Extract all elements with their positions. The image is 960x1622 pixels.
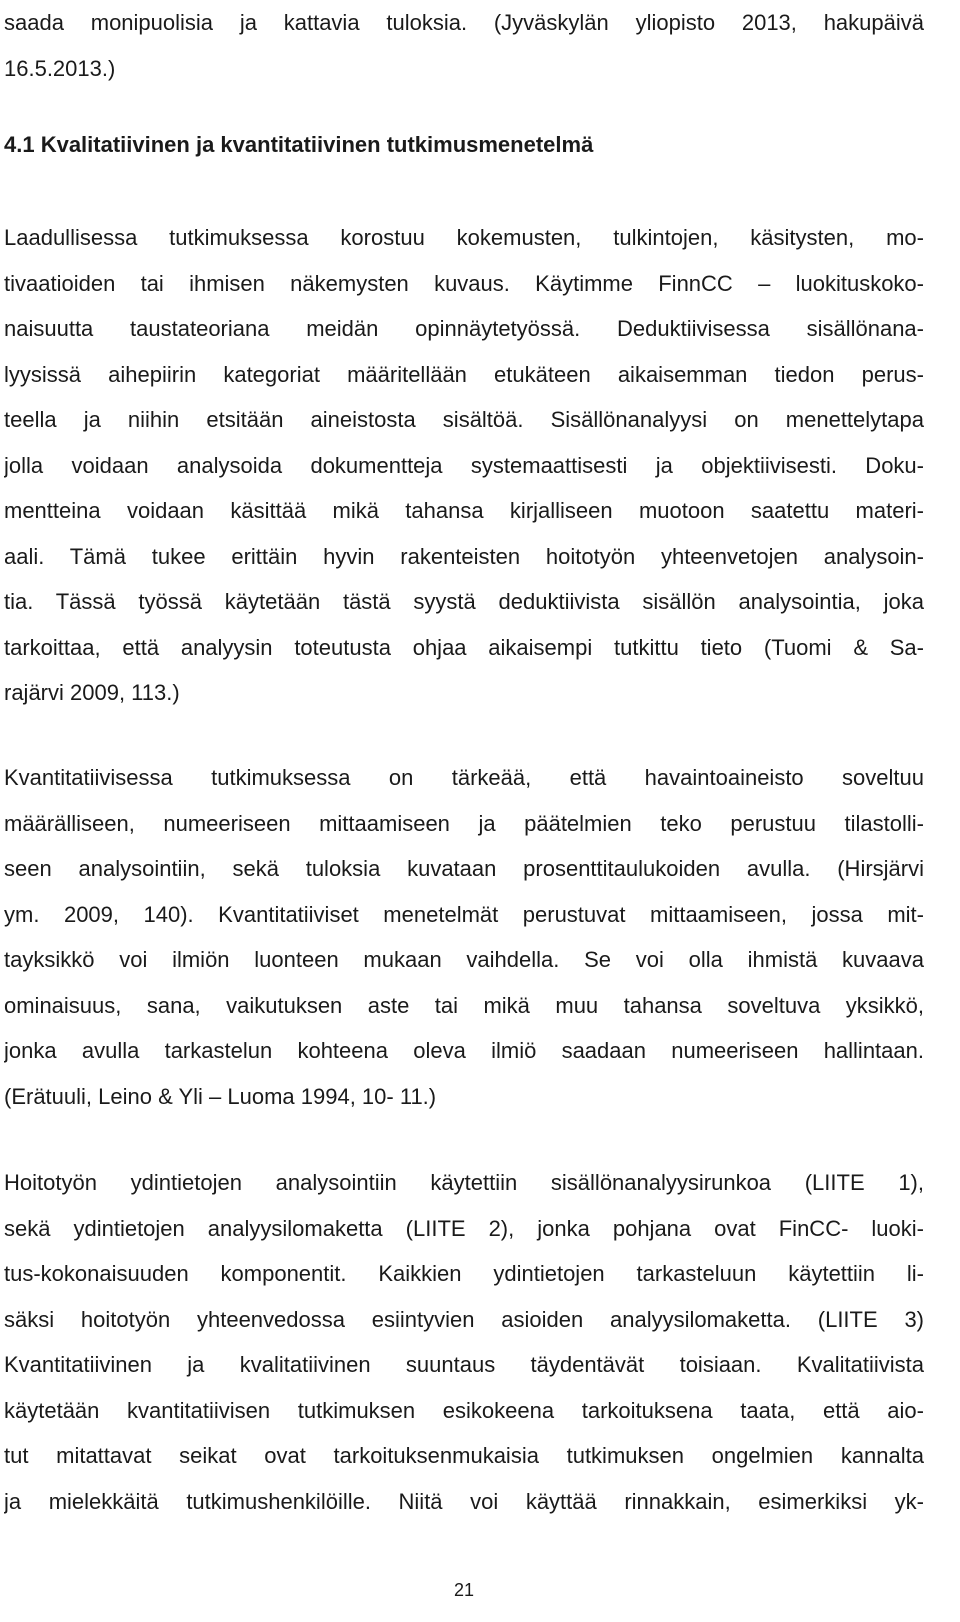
text-line: jolla voidaan analysoida dokumentteja systemaattisesti ja objektiivisesti. Doku- (4, 452, 924, 478)
paragraph-quantitative (4, 755, 924, 1119)
text-line: Laadullisessa tutkimuksessa korostuu kokemusten, tulkintojen, käsitysten, mo- (4, 225, 924, 250)
text-line: tayksikkö voi ilmiön luonteen mukaan vaihdella. Se voi olla ihmistä kuvaava (4, 947, 924, 972)
section-heading: 4.1 Kvalitatiivinen ja kvantitatiivinen tutkimusmenetelmä (4, 132, 594, 157)
text-line: käytetään kvantitatiivisen tutkimuksen esikokeena tarkoituksena taata, että aio- (4, 1397, 924, 1423)
text-line: Kvantitatiivisessa tutkimuksessa on tärkeää, että havaintoaineisto soveltuu (4, 765, 924, 790)
text-line: seen analysointiin, sekä tuloksia kuvataan prosenttitaulukoiden avulla. (Hirsjärvi (4, 856, 924, 881)
text-line: teella ja niihin etsitään aineistosta sisältöä. Sisällönanalyysi on menettelytapa (4, 407, 924, 432)
text-line: tus-kokonaisuuden komponentit. Kaikkien ydintietojen tarkasteluun käytettiin li- (4, 1261, 924, 1286)
text-line: 16.5.2013.) (4, 55, 116, 81)
page-number: 21 (453, 1580, 475, 1600)
text-line: tia. Tässä työssä käytetään tästä syystä deduktiivista sisällön analysointia, joka (4, 589, 924, 614)
text-line: säksi hoitotyön yhteenvedossa esiintyvien asioiden analyysilomaketta. (LIITE 3) (4, 1306, 924, 1332)
text-line: naisuutta taustateoriana meidän opinnäytetyössä. Deduktiivisessa sisällönana- (4, 316, 924, 341)
text-line: sekä ydintietojen analyysilomaketta (LIITE 2), jonka pohjana ovat FinCC- luoki- (4, 1215, 924, 1241)
text-line: ym. 2009, 140). Kvantitatiiviset menetelmät perustuvat mittaamiseen, jossa mit- (4, 901, 924, 927)
text-line: Kvantitatiivinen ja kvalitatiivinen suuntaus täydentävät toisiaan. Kvalitatiivista (4, 1352, 924, 1377)
text-line: tut mitattavat seikat ovat tarkoituksenmukaisia tutkimuksen ongelmien kannalta (4, 1443, 924, 1468)
text-line: (Erätuuli, Leino & Yli – Luoma 1994, 10- 11.) (4, 1083, 437, 1109)
text-line: tarkoittaa, että analyysin toteutusta ohjaa aikaisempi tutkittu tieto (Tuomi & Sa- (4, 634, 924, 660)
text-line: määrälliseen, numeeriseen mittaamiseen ja päätelmien teko perustuu tilastolli- (4, 810, 924, 836)
text-line: lyysissä aihepiirin kategoriat määritellään etukäteen aikaisemman tiedon perus- (4, 361, 924, 387)
text-line: mentteina voidaan käsittää mikä tahansa kirjalliseen muotoon saatettu materi- (4, 498, 924, 523)
text-line: ominaisuus, sana, vaikutuksen aste tai mikä muu tahansa soveltuva yksikkö, (4, 992, 924, 1018)
text-line: jonka avulla tarkastelun kohteena oleva ilmiö saadaan numeeriseen hallintaan. (4, 1038, 924, 1063)
text-line: rajärvi 2009, 113.) (4, 680, 180, 705)
text-line: tivaatioiden tai ihmisen näkemysten kuvaus. Käytimme FinnCC – luokituskoko- (4, 270, 924, 296)
text-line: saada monipuolisia ja kattavia tuloksia. (Jyväskylän yliopisto 2013, hakupäivä (4, 10, 924, 35)
paragraph-qualitative (4, 215, 924, 716)
intro-paragraph (4, 0, 924, 91)
text-line: ja mielekkäitä tutkimushenkilöille. Niitä voi käyttää rinnakkain, esimerkiksi yk- (4, 1488, 924, 1514)
text-line: aali. Tämä tukee erittäin hyvin rakenteisten hoitotyön yhteenvetojen analysoin- (4, 543, 924, 569)
text-line: Hoitotyön ydintietojen analysointiin käytettiin sisällönanalyysirunkoa (LIITE 1), (4, 1170, 924, 1195)
paragraph-methods (4, 1160, 924, 1524)
